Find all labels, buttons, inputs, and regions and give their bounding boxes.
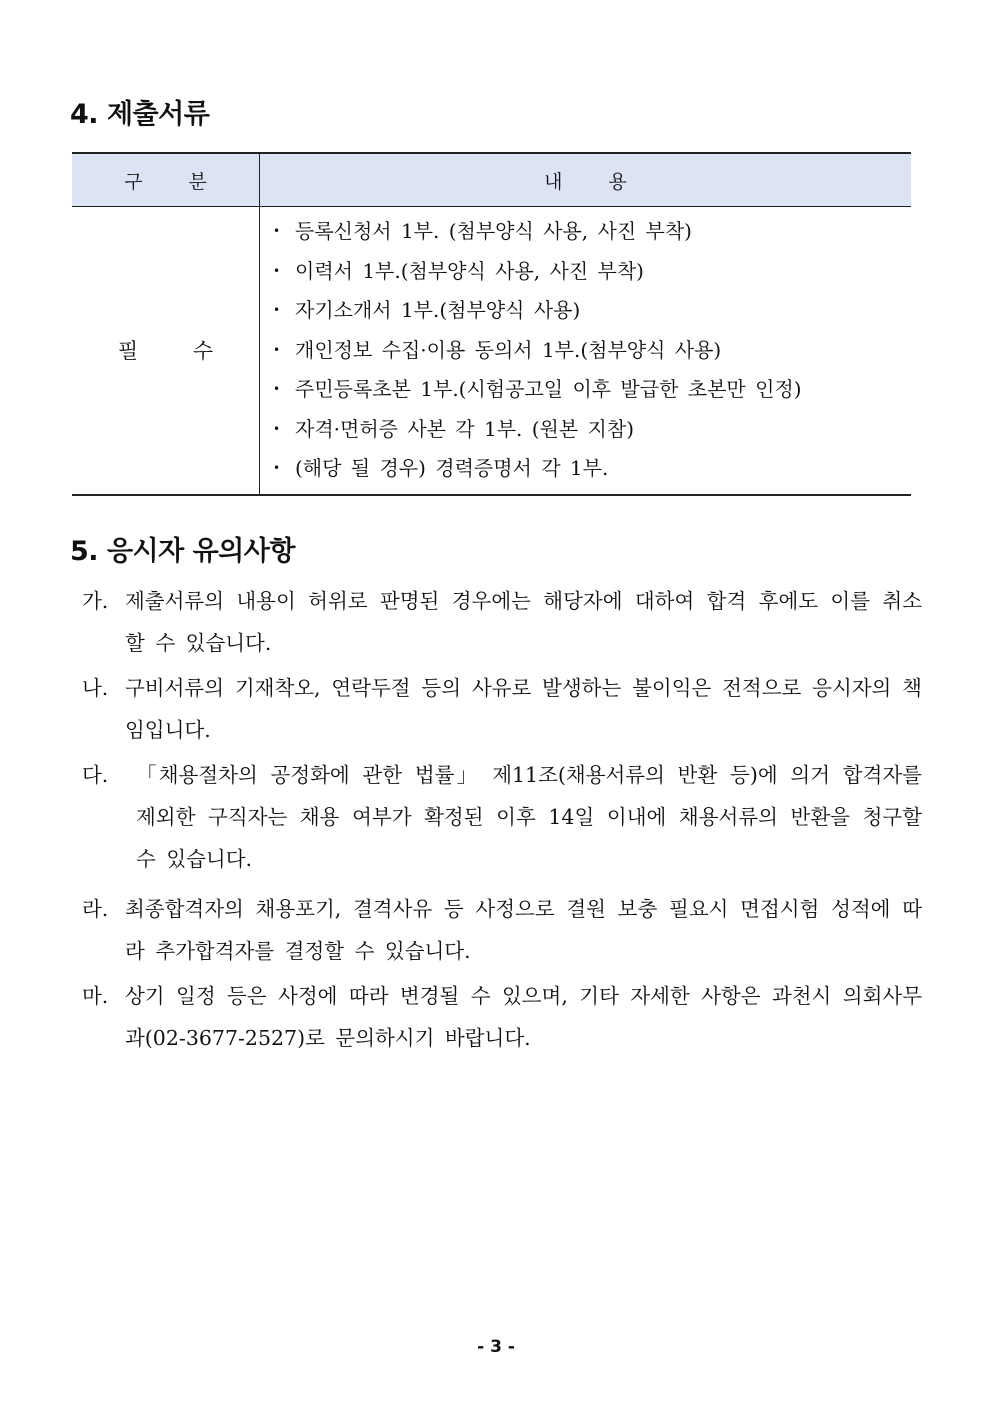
note-marker: 가. xyxy=(82,589,109,613)
note-text: 최종합격자의 채용포기, 결격사유 등 사정으로 결원 보충 필요시 면접시험 성적에 따라 추가합격자를 결정할 수 있습니다. xyxy=(125,897,922,963)
list-item: • 등록신청서 1부. (첨부양식 사용, 사진 부착) xyxy=(273,212,910,252)
bullet-icon: • xyxy=(273,224,281,238)
required-documents-list xyxy=(261,208,910,493)
bullet-icon: • xyxy=(273,461,281,475)
note-item xyxy=(82,754,922,880)
list-item: • 자격·면허증 사본 각 1부. (원본 지참) xyxy=(273,410,910,450)
applicant-notes-list xyxy=(82,580,922,1059)
section-4-heading: 4. 제출서류 xyxy=(70,99,210,130)
table-header-row xyxy=(72,153,911,207)
note-text: 제출서류의 내용이 허위로 판명된 경우에는 해당자에 대하여 합격 후에도 이를 취소할 수 있습니다. xyxy=(125,589,922,655)
bullet-icon: • xyxy=(273,382,281,396)
documents-table xyxy=(72,152,911,496)
note-marker: 라. xyxy=(82,897,109,921)
bullet-icon: • xyxy=(273,421,281,436)
note-marker: 마. xyxy=(82,984,109,1008)
bullet-icon: • xyxy=(273,342,281,357)
note-item xyxy=(82,580,922,664)
note-marker: 나. xyxy=(82,676,109,700)
note-item xyxy=(82,975,922,1059)
bullet-icon: • xyxy=(273,303,281,317)
table-header-content: 내 용 xyxy=(260,153,912,207)
note-item xyxy=(82,888,922,972)
list-item: • 자기소개서 1부.(첨부양식 사용) xyxy=(273,291,910,331)
list-item: • (해당 될 경우) 경력증명서 각 1부. xyxy=(273,449,910,489)
note-item xyxy=(82,667,922,751)
note-text: 「채용절차의 공정화에 관한 법률」 제11조(채용서류의 반환 등)에 의거 합격자를 제외한 구직자는 채용 여부가 확정된 이후 14일 이내에 채용서류의 반환을 청구할 수 있습니다. xyxy=(136,763,922,871)
section-5-heading: 5. 응시자 유의사항 xyxy=(70,536,295,567)
note-text: 상기 일정 등은 사정에 따라 변경될 수 있으며, 기타 자세한 사항은 과천시 의회사무과(02-3677-2527)로 문의하시기 바랍니다. xyxy=(125,984,922,1050)
list-item: • 개인정보 수집·이용 동의서 1부.(첨부양식 사용) xyxy=(273,331,910,371)
list-item: • 이력서 1부.(첨부양식 사용, 사진 부착) xyxy=(273,252,910,292)
bullet-icon: • xyxy=(273,263,281,278)
required-documents-cell xyxy=(260,207,912,495)
note-marker: 다. xyxy=(82,763,109,787)
note-text: 구비서류의 기재착오, 연락두절 등의 사유로 발생하는 불이익은 전적으로 응시자의 책임입니다. xyxy=(125,676,922,742)
page-number: - 3 - xyxy=(477,1337,515,1357)
row-label-required: 필 수 xyxy=(72,207,260,495)
list-item: • 주민등록초본 1부.(시험공고일 이후 발급한 초본만 인정) xyxy=(273,370,910,410)
table-row xyxy=(72,207,911,495)
table-header-category: 구 분 xyxy=(72,153,260,207)
